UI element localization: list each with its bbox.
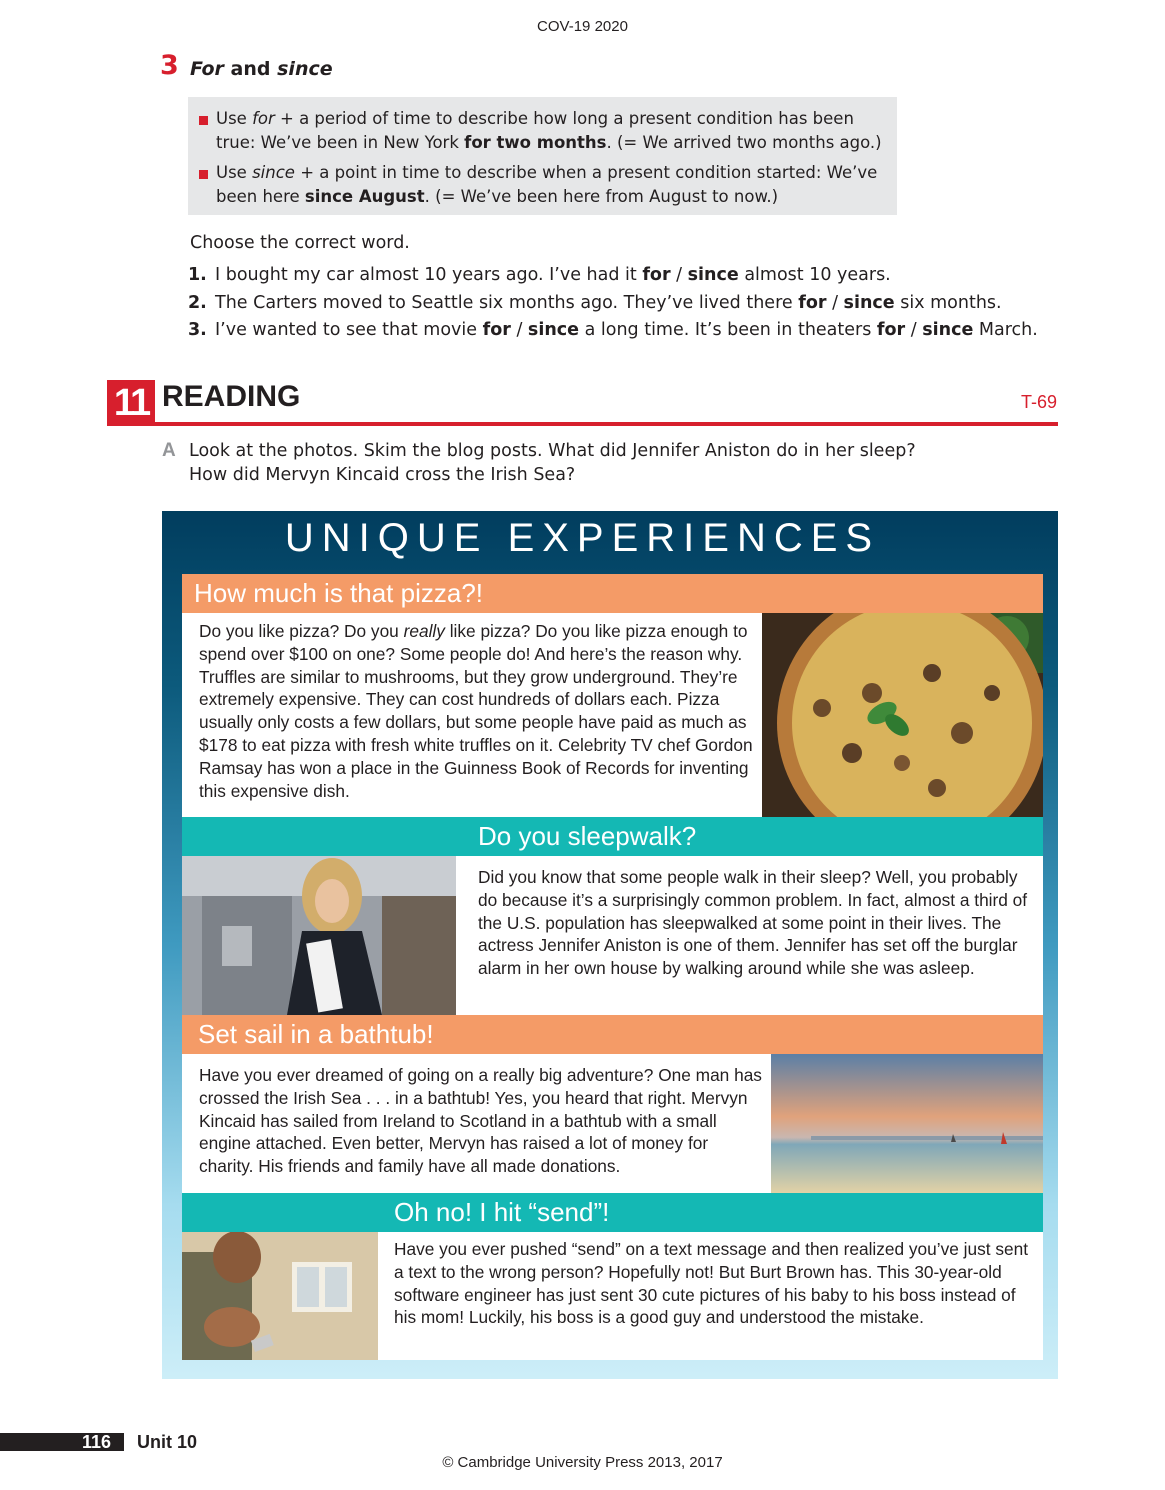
post-body-pizza: Do you like pizza? Do you really like pizza? Do you like pizza enough to spend over $100 on one? Some people do! And here’s the reason why. Truffles are similar to mushrooms, but they grow underground. They’re extremely expensive. They can cost hundreds of dollars each. Pizza usually only costs a few dollars, but some people have paid as much as $178 to eat pizza with fresh white truffles on it. Celebrity TV chef Gordon Ramsay has won a place in the Guinness Book of Records for inventing this expensive dish. <box>182 613 762 817</box>
exercise-instruction: Choose the correct word. <box>190 233 410 253</box>
choice-for[interactable]: for <box>642 265 671 285</box>
section-divider <box>155 422 1058 426</box>
pizza-photo <box>762 613 1043 817</box>
post-body-send: Have you ever pushed “send” on a text message and then realized you’ve just sent a text to the wrong person? Hopefully not! But Burt Brown has. This 30-year-old software engineer has just sent 30 cute pictures of his baby to his boss instead of his mom! Luckily, his boss is a good guy and understood the mistake. <box>378 1232 1043 1360</box>
choice-for[interactable]: for <box>798 293 827 313</box>
post-heading-pizza: How much is that pizza?! <box>182 574 1043 613</box>
post-body-bathtub: Have you ever dreamed of going on a really big adventure? One man has crossed the Irish Sea . . . in a bathtub! Yes, you heard that right. Mervyn Kincaid has sailed from Ireland to Scotland in a bathtub with a small engine attached. Even better, Mervyn has raised a lot of money for charity. His friends and family have all made donations. <box>182 1054 771 1193</box>
page-header: COV-19 2020 <box>537 18 628 35</box>
reading-section-title: READING <box>162 380 301 413</box>
choice-for[interactable]: for <box>482 320 511 340</box>
question-letter: A <box>162 440 176 461</box>
post-body-sleepwalk: Did you know that some people walk in their sleep? Well, you probably do because it’s a surprisingly common problem. In fact, almost a third of the U.S. population has sleepwalked at some point in their lives. The actress Jennifer Aniston is one of them. Jennifer has set off the burglar alarm in her own house by walking around while she was asleep. <box>456 856 1043 1015</box>
exercise-item: 2. The Carters moved to Seattle six months ago. They’ve lived there for / since six months. <box>188 293 1002 313</box>
exercise-item: 1. I bought my car almost 10 years ago. I’ve had it for / since almost 10 years. <box>188 265 891 285</box>
exercise-item: 3. I’ve wanted to see that movie for / since a long time. It’s been in theaters for / since March. <box>188 320 1038 340</box>
jennifer-aniston-photo <box>182 856 456 1015</box>
copyright: © Cambridge University Press 2013, 2017 <box>442 1454 723 1471</box>
question-text: Look at the photos. Skim the blog posts. What did Jennifer Aniston do in her sleep? How did Mervyn Kincaid cross the Irish Sea? <box>189 441 916 485</box>
choice-since[interactable]: since <box>527 320 580 340</box>
choice-since[interactable]: since <box>687 265 739 285</box>
post-heading-send: Oh no! I hit “send”! <box>182 1193 1043 1232</box>
choice-for[interactable]: for <box>876 320 906 340</box>
choice-since[interactable]: since <box>843 293 895 313</box>
teacher-page-reference: T-69 <box>1020 392 1057 412</box>
section-title-since: since <box>277 58 333 80</box>
post-heading-sleepwalk: Do you sleepwalk? <box>182 817 1043 856</box>
reading-section-number: 11 <box>107 380 155 426</box>
man-with-phone-photo <box>182 1232 378 1360</box>
section-title-for: For <box>190 58 224 80</box>
choice-since[interactable]: since <box>922 320 974 340</box>
bullet-square-icon <box>199 170 208 179</box>
grammar-rule: Use for + a period of time to describe how long a present condition has been true: We’ve been in New York for two months. (= We arrived two months ago.) <box>216 107 886 155</box>
grammar-box <box>188 97 897 215</box>
section-title <box>190 58 333 80</box>
sea-photo <box>771 1054 1043 1193</box>
grammar-rule: Use since + a point in time to describe when a present condition started: We’ve been here since August. (= We’ve been here from August to now.) <box>216 161 886 209</box>
page-number: 116 <box>82 1432 112 1452</box>
bullet-square-icon <box>199 116 208 125</box>
blog-panel-title: UNIQUE EXPERIENCES <box>284 516 881 560</box>
section-title-and: and <box>223 58 278 80</box>
section-number: 3 <box>160 50 179 81</box>
post-heading-bathtub: Set sail in a bathtub! <box>182 1015 1043 1054</box>
unit-label: Unit 10 <box>137 1432 198 1452</box>
